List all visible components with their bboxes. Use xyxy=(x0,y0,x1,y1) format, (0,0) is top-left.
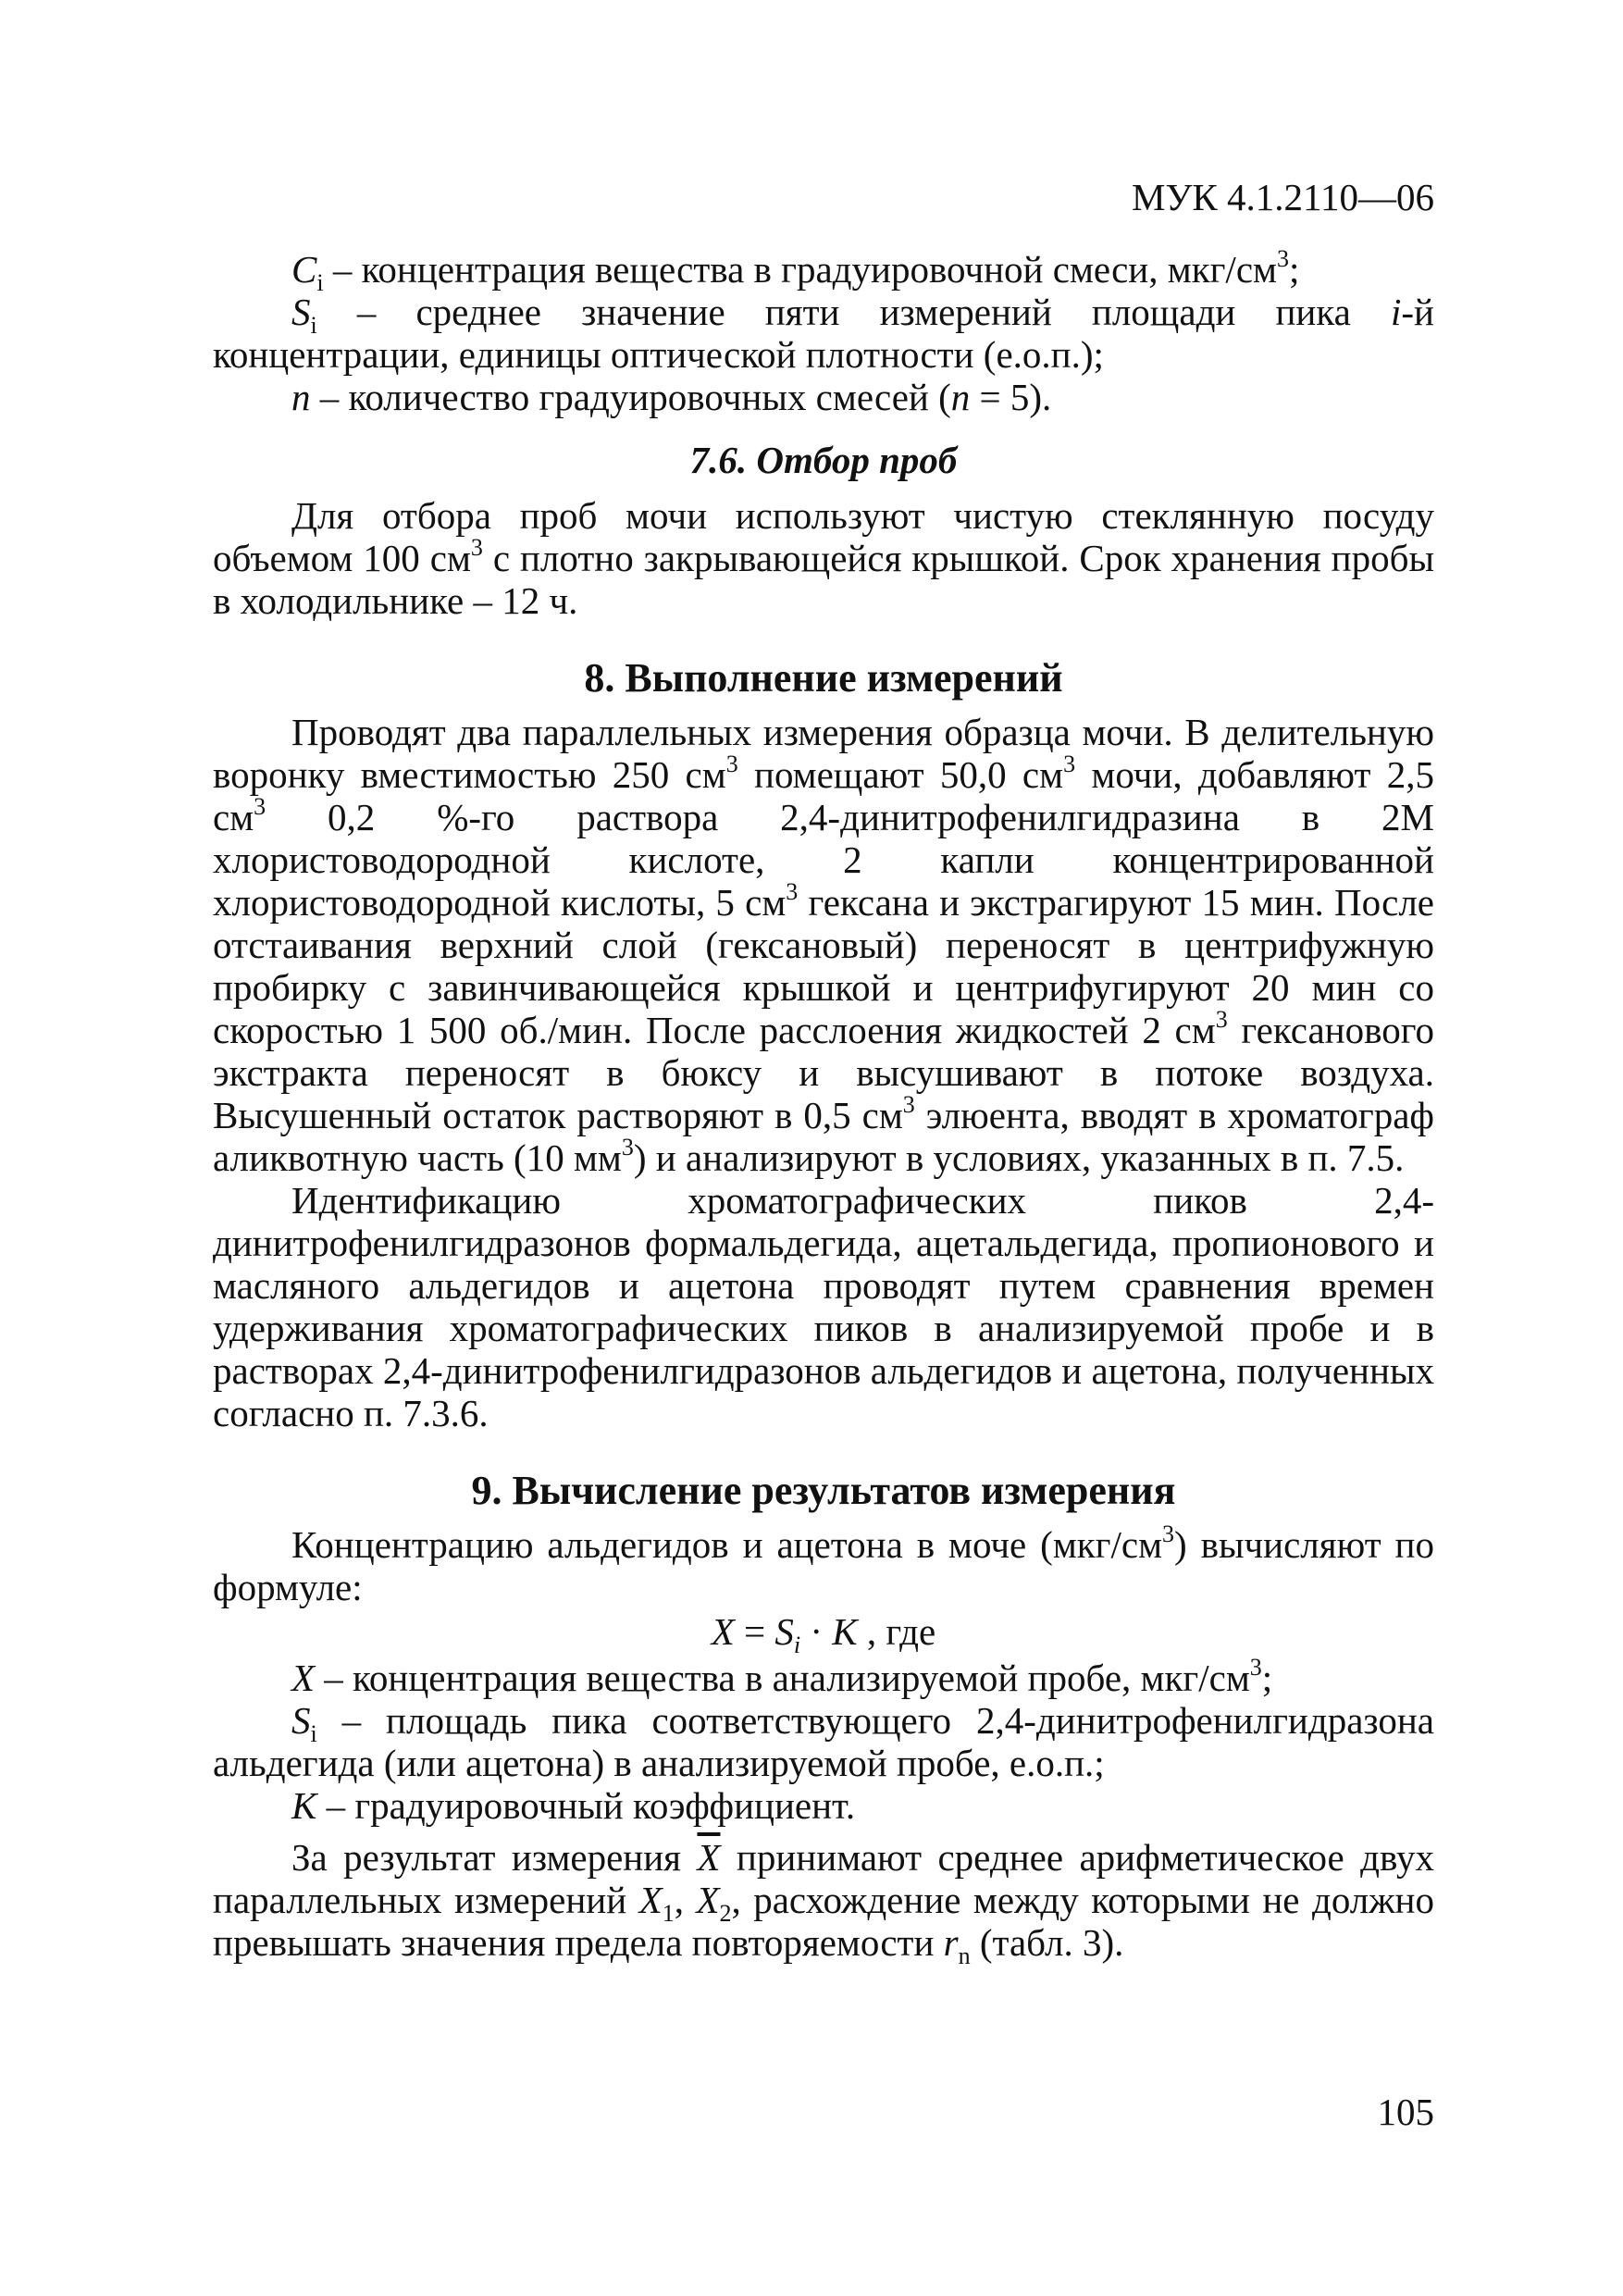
symbol-x2: X xyxy=(696,1879,720,1921)
formula-x: X xyxy=(711,1610,735,1653)
symbol-x: X xyxy=(291,1657,316,1699)
formula-dot: · xyxy=(800,1610,833,1653)
subscript-1: 1 xyxy=(662,1900,675,1928)
paragraph-text: мочи, добавляют 2,5 см xyxy=(213,753,1434,838)
formula-equals: = xyxy=(734,1610,775,1653)
paragraph-text: гексана и экстрагируют 15 мин. После отстаивания верхний слой (гексановый) переносят в центрифужную пробирку с завинчивающейся крышкой и центрифугируют 20 мин со скоростью 1 500 об./мин. После расслоения жидкостей 2 см xyxy=(213,881,1434,1051)
definition-ci xyxy=(213,245,1434,297)
definition-k xyxy=(213,1784,1434,1827)
definition-text: – градуировочный коэффициент. xyxy=(316,1784,856,1827)
paragraph-text: принимают среднее арифметическое двух параллельных измерений xyxy=(213,1836,1434,1921)
symbol-x-bar: $\overline{X}$ xyxy=(697,1836,721,1879)
paragraph-text: элюента, вводят в хроматограф аликвотную часть (10 мм xyxy=(213,1094,1434,1179)
superscript: 3 xyxy=(1249,1654,1262,1682)
symbol-n: n xyxy=(291,376,311,418)
formula-subscript-i: i xyxy=(793,1632,801,1659)
page-number: 105 xyxy=(1377,2091,1434,2133)
paragraph-text: ) вычисляют по формуле: xyxy=(213,1523,1434,1608)
paragraph-measurement xyxy=(213,711,1434,1179)
superscript: 3 xyxy=(1063,751,1076,778)
symbol-c: C xyxy=(291,248,317,291)
formula-where: , где xyxy=(857,1610,936,1653)
section-title-9: 9. Вычисление результатов измерения xyxy=(471,1468,1176,1513)
paragraph-text: (табл. 3). xyxy=(970,1921,1124,1964)
definition-text: – количество градуировочных смесей ( xyxy=(310,376,951,418)
subscript-n: n xyxy=(958,1942,971,1970)
definition-s xyxy=(213,1699,1434,1784)
paragraph-text: гексанового экстракта переносят в бюксу и высушивают в потоке воздуха. Высушенный остаток растворяют в 0,5 см xyxy=(213,1009,1434,1136)
definition-text: – площадь пика соответствующего 2,4-динитрофенилгидразона альдегида (или ацетона) в анализируемой пробе, е.о.п.; xyxy=(213,1699,1434,1784)
definition-end: ; xyxy=(1288,248,1300,291)
formula-k: K xyxy=(832,1610,858,1653)
paragraph-calculation xyxy=(213,1520,1434,1608)
symbol-n: n xyxy=(950,376,971,418)
paragraph-text: 0,2 %-го раствора 2,4-динитрофенилгидразина в 2М хлористоводородной кислоте, 2 капли концентрированной хлористоводородной кислоты, 5 см xyxy=(213,796,1434,924)
definition-text: = 5). xyxy=(970,376,1052,418)
paragraph-text: Концентрацию альдегидов и ацетона в моче (мкг/см xyxy=(291,1523,1163,1566)
paragraph-text: Для отбора проб мочи используют чистую стеклянную посуду объемом 100 см xyxy=(213,494,1434,579)
symbol-s: S xyxy=(291,1699,311,1742)
paragraph-text: , расхождение между которыми не должно превышать значения предела повторяемости xyxy=(213,1879,1435,1964)
paragraph-text: ) и анализируют в условиях, указанных в п. 7.5. xyxy=(633,1136,1405,1179)
definition-text: – среднее значение пяти измерений площади пика xyxy=(316,291,1391,333)
formula xyxy=(213,1610,1434,1659)
paragraph-identification: Идентификацию хроматографических пиков 2,4-динитрофенилгидразонов формальдегида, ацетальдегида, пропионового и масляного альдегидов и ацетона проводят путем сравнения времен удерживания хроматографических пиков в анализируемой пробе и в растворах 2,4-динитрофенилгидразонов альдегидов и ацетона, полученных согласно п. 7.3.6. xyxy=(213,1179,1434,1434)
paragraph-text: с плотно закрывающейся крышкой. Срок хранения пробы в холодильнике – 12 ч. xyxy=(213,537,1434,622)
definition-end: ; xyxy=(1261,1657,1273,1699)
superscript: 3 xyxy=(1215,1006,1228,1034)
subscript-i: i xyxy=(310,1720,317,1748)
paragraph-text: помещают 50,0 см xyxy=(737,753,1064,796)
superscript: 3 xyxy=(725,751,738,778)
section-title-8: 8. Выполнение измерений xyxy=(584,655,1063,701)
paragraph-sampling xyxy=(213,494,1434,622)
definition-text: -й концентрации, единицы оптической плотности (е.о.п.); xyxy=(213,291,1434,376)
symbol-k: K xyxy=(291,1784,317,1827)
symbol-x1: X xyxy=(638,1879,663,1921)
paragraph-result xyxy=(213,1836,1435,1970)
document-page xyxy=(213,176,1435,1970)
definition-text: – концентрация вещества в анализируемой пробе, мкг/см xyxy=(315,1657,1250,1699)
paragraph-text: За результат измерения xyxy=(291,1836,698,1879)
document-code-header: МУК 4.1.2110—06 xyxy=(1131,176,1434,218)
symbol-i: i xyxy=(1390,291,1402,333)
symbol-r: r xyxy=(943,1921,959,1964)
separator: , xyxy=(674,1879,697,1921)
superscript: 3 xyxy=(254,793,266,821)
superscript: 3 xyxy=(621,1134,634,1161)
definition-x xyxy=(213,1654,1434,1699)
superscript: 3 xyxy=(902,1091,915,1119)
definition-n xyxy=(213,376,1434,418)
definition-si xyxy=(213,291,1434,376)
subscript-i: i xyxy=(316,269,324,297)
superscript: 3 xyxy=(786,878,799,906)
paragraph-text: Проводят два параллельных измерения образца мочи. В делительную воронку вместимостью 250 см xyxy=(213,711,1434,796)
superscript: 3 xyxy=(470,534,483,562)
subscript-i: i xyxy=(310,312,317,340)
formula-s: S xyxy=(774,1610,794,1653)
superscript: 3 xyxy=(1162,1520,1175,1548)
subscript-2: 2 xyxy=(719,1900,732,1928)
subsection-title-7-6: 7.6. Отбор проб xyxy=(689,439,958,481)
definition-text: – концентрация вещества в градуировочной смеси, мкг/см xyxy=(323,248,1277,291)
superscript: 3 xyxy=(1276,245,1289,273)
symbol-s: S xyxy=(291,291,311,333)
